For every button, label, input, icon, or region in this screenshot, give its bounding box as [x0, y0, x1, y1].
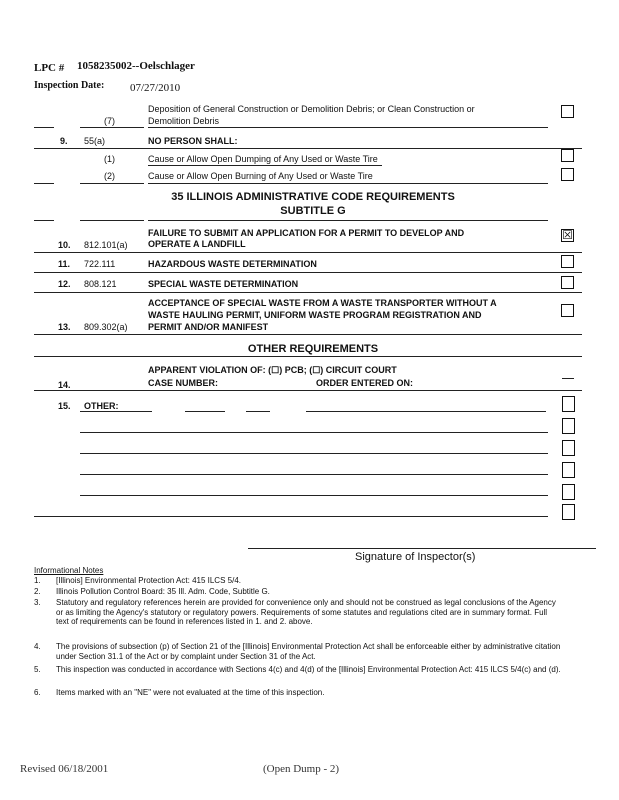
row12-checkbox[interactable] [561, 276, 574, 289]
row14-order-entered: ORDER ENTERED ON: [316, 378, 414, 388]
other-line[interactable] [80, 495, 548, 496]
row9-1-text: Cause or Allow Open Dumping of Any Used or Waste Tire [148, 154, 378, 164]
row7-text-1: Deposition of General Construction or Demolition Debris; or Clean Construction or [148, 104, 475, 114]
row14-case-number: CASE NUMBER: [148, 378, 219, 388]
row10-text-1: FAILURE TO SUBMIT AN APPLICATION FOR A PERMIT TO DEVELOP AND [148, 228, 465, 238]
note-text: Items marked with an "NE" were not evaluated at the time of this inspection. [56, 688, 325, 697]
row11-checkbox[interactable] [561, 255, 574, 268]
note-text: This inspection was conducted in accordance with Sections 4(c) and 4(d) of the [Illinois] Environmental Protection Act: 415 ILCS 5/4(c) and (d). [56, 665, 561, 674]
row15-checkbox[interactable] [562, 396, 575, 412]
note-number: 6. [34, 688, 41, 697]
row10-number: 10. [58, 240, 71, 250]
row9-2-sub: (2) [104, 171, 115, 181]
note-text: Statutory and regulatory references herein are provided for convenience only and should not be construed as legal conclusions of the Agency or as limiting the Agency's statutory or regulatory powers. Requirements of some statutes and regulations cited are in summary format. Full text of requirements can be found in references listed in 1. and 2. above. [56, 598, 556, 626]
row9-2-checkbox[interactable] [561, 168, 574, 181]
other-checkbox[interactable] [562, 418, 575, 434]
note-number: 1. [34, 576, 41, 585]
lpc-value: 1058235002--Oelschlager [77, 60, 195, 72]
other-checkbox[interactable] [562, 440, 575, 456]
code-section-subtitle: SUBTITLE G [280, 205, 346, 217]
signature-line[interactable] [248, 548, 596, 549]
row10-checkbox[interactable]: ☒ [562, 228, 573, 242]
other-checkbox[interactable] [562, 484, 575, 500]
row10-text-2: OPERATE A LANDFILL [148, 239, 246, 249]
row12-number: 12. [58, 279, 71, 289]
row12-text: SPECIAL WASTE DETERMINATION [148, 279, 299, 289]
row13-text-2: WASTE HAULING PERMIT, UNIFORM WASTE PROGRAM REGISTRATION AND [148, 310, 482, 320]
row13-citation: 809.302(a) [84, 322, 128, 332]
note-number: 3. [34, 598, 41, 607]
note-number: 4. [34, 642, 41, 651]
inspection-date-value: 07/27/2010 [130, 82, 181, 94]
row14-line-1: APPARENT VIOLATION OF: (☐) PCB; (☐) CIRCUIT COURT [148, 365, 397, 375]
other-line[interactable] [80, 453, 548, 454]
row13-text-3: PERMIT AND/OR MANIFEST [148, 322, 269, 332]
other-line[interactable] [34, 516, 548, 517]
note-number: 5. [34, 665, 41, 674]
row9-1-checkbox[interactable] [561, 149, 574, 162]
row7-sub: (7) [104, 116, 115, 126]
row7-text-2: Demolition Debris [148, 116, 220, 126]
row7-checkbox[interactable] [561, 105, 574, 118]
lpc-label: LPC # [34, 62, 65, 74]
note-number: 2. [34, 587, 41, 596]
row13-number: 13. [58, 322, 71, 332]
note-text: [Illinois] Environmental Protection Act: 415 ILCS 5/4. [56, 576, 241, 585]
other-line[interactable] [80, 474, 548, 475]
row9-number: 9. [60, 136, 68, 146]
row11-text: HAZARDOUS WASTE DETERMINATION [148, 259, 317, 269]
note-text: Illinois Pollution Control Board: 35 Ill. Adm. Code, Subtitle G. [56, 587, 270, 596]
row11-number: 11. [58, 259, 71, 269]
other-section-title: OTHER REQUIREMENTS [247, 343, 379, 355]
code-section-title: 35 ILLINOIS ADMINISTRATIVE CODE REQUIREMENTS [171, 191, 455, 203]
row11-citation: 722.111 [84, 259, 116, 269]
row13-checkbox[interactable] [561, 304, 574, 317]
row9-citation: 55(a) [84, 136, 106, 146]
page-label: (Open Dump - 2) [263, 763, 340, 775]
other-checkbox[interactable] [562, 504, 575, 520]
signature-label: Signature of Inspector(s) [355, 551, 476, 563]
inspection-date-label: Inspection Date: [34, 80, 105, 91]
revised-date: Revised 06/18/2001 [20, 763, 109, 775]
notes-title: Informational Notes [34, 566, 104, 575]
row9-text: NO PERSON SHALL: [148, 136, 238, 146]
note-text: The provisions of subsection (p) of Section 21 of the [Illinois] Environmental Protection Act shall be enforceable either by administrative citation under Section 31.1 of the Act or by complaint under Section 31 of the Act. [56, 642, 561, 661]
row13-text-1: ACCEPTANCE OF SPECIAL WASTE FROM A WASTE TRANSPORTER WITHOUT A [148, 298, 497, 308]
row12-citation: 808.121 [84, 279, 117, 289]
row15-other-label: OTHER: [84, 401, 119, 411]
row14-number: 14. [58, 380, 71, 390]
row9-1-sub: (1) [104, 154, 115, 164]
other-line[interactable] [80, 432, 548, 433]
other-checkbox[interactable] [562, 462, 575, 478]
row15-number: 15. [58, 401, 71, 411]
row10-citation: 812.101(a) [84, 240, 128, 250]
row9-2-text: Cause or Allow Open Burning of Any Used or Waste Tire [148, 171, 373, 181]
